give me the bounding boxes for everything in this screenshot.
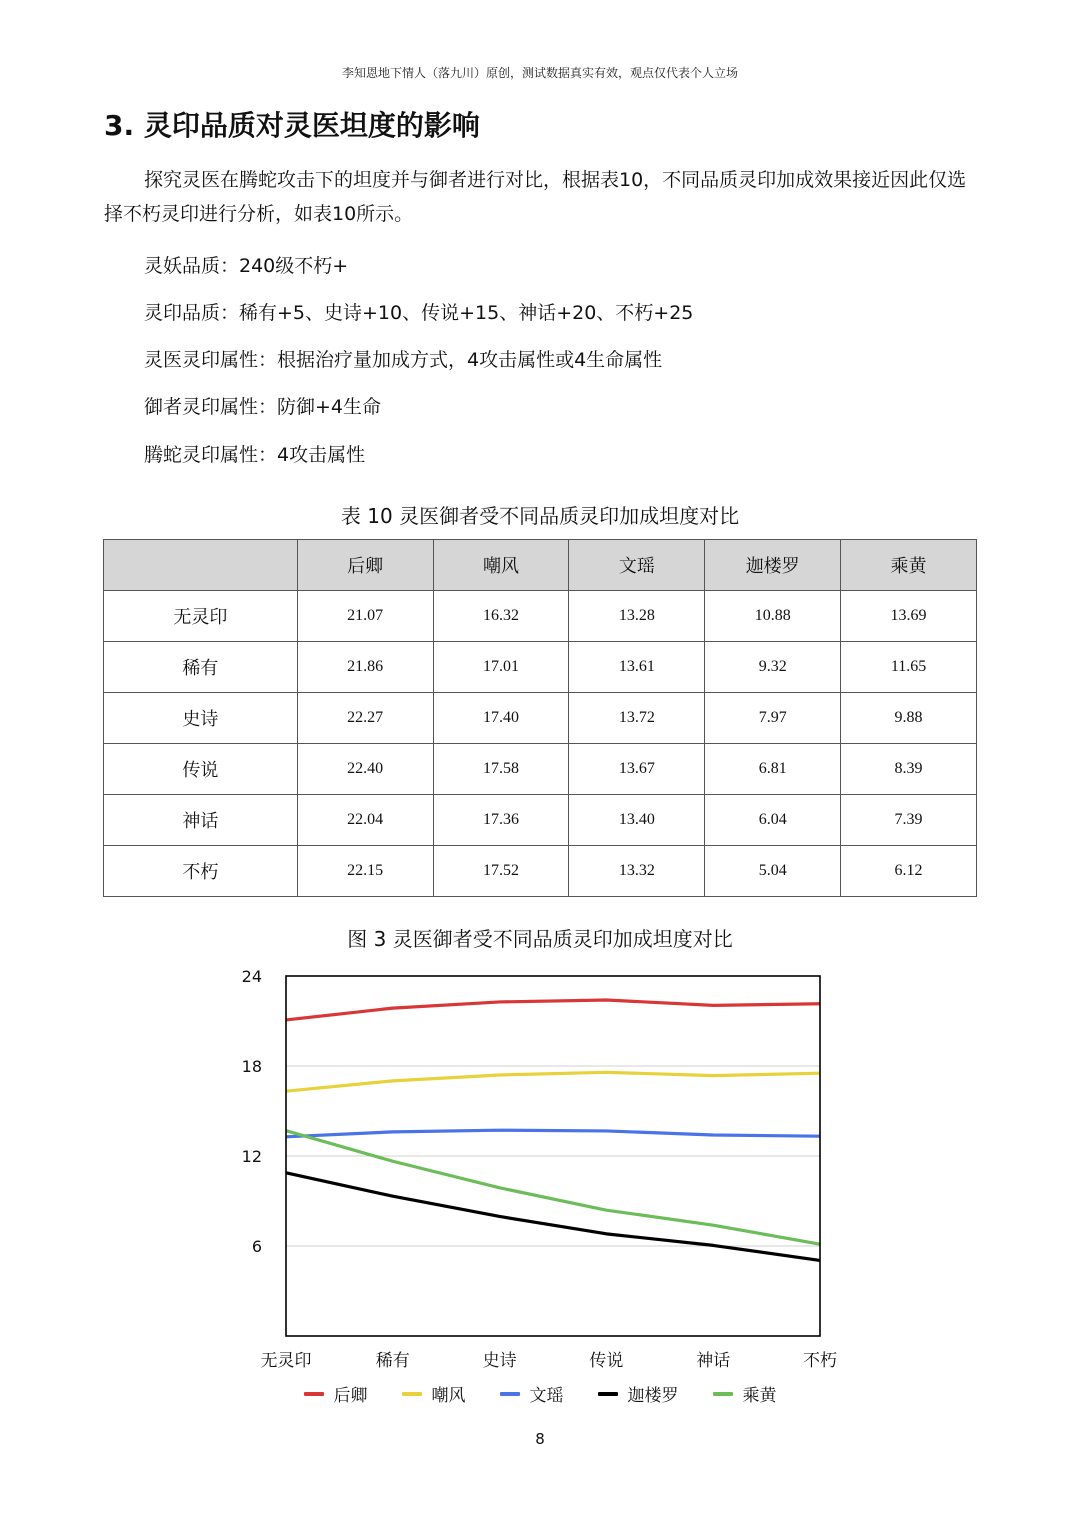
table-cell: 13.69 <box>841 591 977 642</box>
series-line <box>286 1173 820 1261</box>
legend-swatch <box>598 1392 618 1396</box>
legend-label: 文瑶 <box>529 1386 564 1406</box>
table-caption: 表 10 灵医御者受不同品质灵印加成坦度对比 <box>340 504 740 528</box>
legend-item <box>598 1381 679 1406</box>
row-label: 史诗 <box>104 693 298 744</box>
table-row <box>104 744 977 795</box>
table-cell: 21.07 <box>297 591 433 642</box>
legend-swatch <box>713 1392 733 1396</box>
table-row <box>104 591 977 642</box>
x-tick-label: 史诗 <box>482 1351 517 1371</box>
spec-line-guardian-attributes: 御者灵印属性：防御+4生命 <box>144 396 382 418</box>
table-header-cell: 乘黄 <box>841 540 977 591</box>
spec-line-tengshe-attributes: 腾蛇灵印属性：4攻击属性 <box>144 444 366 466</box>
table-cell: 9.32 <box>705 642 841 693</box>
table-cell: 13.61 <box>569 642 705 693</box>
table-cell: 13.67 <box>569 744 705 795</box>
row-label: 无灵印 <box>104 591 298 642</box>
x-tick-label: 传说 <box>589 1351 624 1371</box>
x-tick-label: 不朽 <box>803 1351 837 1371</box>
table-cell: 6.12 <box>841 846 977 897</box>
table-cell: 17.58 <box>433 744 569 795</box>
legend-item <box>304 1381 368 1406</box>
spec-line-lingyin-quality: 灵印品质：稀有+5、史诗+10、传说+15、神话+20、不朽+25 <box>144 302 694 324</box>
line-chart <box>230 960 850 1380</box>
legend-label: 嘲风 <box>431 1386 466 1406</box>
series-line <box>286 1130 820 1137</box>
table-header-cell <box>104 540 298 591</box>
row-label: 神话 <box>104 795 298 846</box>
table-cell: 22.04 <box>297 795 433 846</box>
comparison-table <box>103 539 977 897</box>
table-cell: 16.32 <box>433 591 569 642</box>
table-cell: 13.40 <box>569 795 705 846</box>
chart-legend <box>0 1381 1080 1406</box>
series-line <box>286 1072 820 1091</box>
table-cell: 10.88 <box>705 591 841 642</box>
row-label: 不朽 <box>104 846 298 897</box>
spec-line-healer-attributes: 灵医灵印属性：根据治疗量加成方式，4攻击属性或4生命属性 <box>144 349 663 371</box>
table-header-cell: 迦楼罗 <box>705 540 841 591</box>
table-cell: 8.39 <box>841 744 977 795</box>
header-note: 李知恩地下情人（落九川）原创，测试数据真实有效，观点仅代表个人立场 <box>341 66 738 80</box>
table-row <box>104 846 977 897</box>
table-cell: 17.36 <box>433 795 569 846</box>
table-cell: 6.81 <box>705 744 841 795</box>
section-title: 3. 灵印品质对灵医坦度的影响 <box>104 109 480 142</box>
row-label: 传说 <box>104 744 298 795</box>
legend-item <box>713 1381 777 1406</box>
table-row <box>104 795 977 846</box>
table-cell: 5.04 <box>705 846 841 897</box>
table-cell: 6.04 <box>705 795 841 846</box>
table-cell: 9.88 <box>841 693 977 744</box>
table-header-cell: 后卿 <box>297 540 433 591</box>
row-label: 稀有 <box>104 642 298 693</box>
table-row <box>104 642 977 693</box>
table-cell: 7.39 <box>841 795 977 846</box>
x-tick-label: 稀有 <box>375 1351 410 1371</box>
spec-line-lingyao-quality: 灵妖品质：240级不朽+ <box>144 255 349 277</box>
table-cell: 17.52 <box>433 846 569 897</box>
table-cell: 7.97 <box>705 693 841 744</box>
x-tick-label: 无灵印 <box>260 1351 312 1371</box>
page-number: 8 <box>535 1430 545 1448</box>
table-cell: 22.27 <box>297 693 433 744</box>
table-header-cell: 文瑶 <box>569 540 705 591</box>
table-header-cell: 嘲风 <box>433 540 569 591</box>
series-line <box>286 1131 820 1245</box>
table-cell: 13.72 <box>569 693 705 744</box>
intro-paragraph: 探究灵医在腾蛇攻击下的坦度并与御者进行对比，根据表10，不同品质灵印加成效果接近因此仅选择不朽灵印进行分析，如表10所示。 <box>104 169 967 225</box>
table-cell: 17.01 <box>433 642 569 693</box>
table-cell: 22.40 <box>297 744 433 795</box>
table-row <box>104 693 977 744</box>
legend-label: 乘黄 <box>742 1386 777 1406</box>
table-cell: 13.28 <box>569 591 705 642</box>
legend-item <box>500 1381 564 1406</box>
series-line <box>286 1000 820 1020</box>
table-cell: 13.32 <box>569 846 705 897</box>
legend-label: 后卿 <box>333 1386 368 1406</box>
chart-caption: 图 3 灵医御者受不同品质灵印加成坦度对比 <box>347 927 733 951</box>
legend-swatch <box>500 1392 520 1396</box>
y-tick-label: 18 <box>241 1057 262 1076</box>
legend-swatch <box>304 1392 324 1396</box>
table-cell: 22.15 <box>297 846 433 897</box>
table-cell: 21.86 <box>297 642 433 693</box>
table-cell: 17.40 <box>433 693 569 744</box>
x-tick-label: 神话 <box>696 1351 731 1371</box>
legend-item <box>402 1381 466 1406</box>
y-tick-label: 24 <box>241 967 262 986</box>
table-header-row <box>104 540 977 591</box>
legend-label: 迦楼罗 <box>627 1386 679 1406</box>
legend-swatch <box>402 1392 422 1396</box>
y-tick-label: 12 <box>241 1147 262 1166</box>
y-tick-label: 6 <box>251 1237 262 1256</box>
table-cell: 11.65 <box>841 642 977 693</box>
